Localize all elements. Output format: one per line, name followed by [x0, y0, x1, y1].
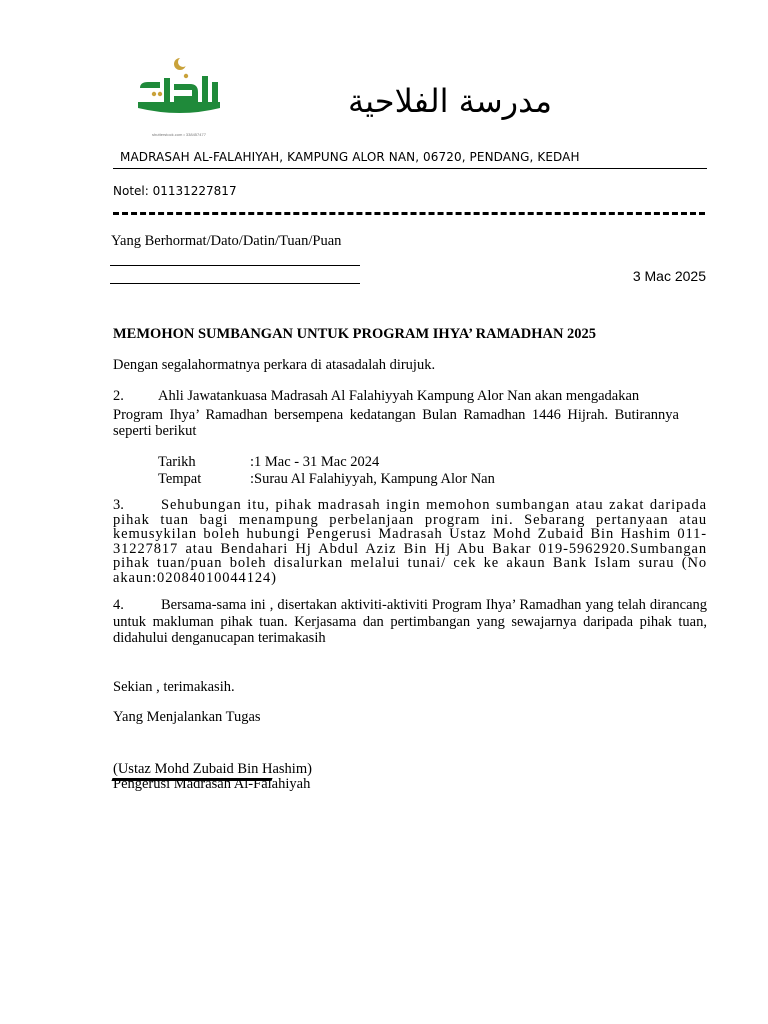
mosque-logo-icon: [120, 48, 238, 132]
sender-role-line: Yang Menjalankan Tugas: [113, 709, 261, 725]
paragraph-3: [113, 498, 707, 585]
logo-watermark-text: shutterstock.com • 338457477: [152, 132, 206, 137]
detail-value-date: :1 Mac - 31 Mac 2024: [250, 454, 380, 470]
school-address: MADRASAH AL-FALAHIYAH, KAMPUNG ALOR NAN, 06720, PENDANG, KEDAH: [120, 150, 580, 164]
recipient-blank-line-2: [110, 283, 360, 284]
salutation: Yang Berhormat/Dato/Datin/Tuan/Puan: [111, 233, 342, 249]
phone-number: Notel: 01131227817: [113, 184, 237, 198]
paragraph-4: [113, 597, 707, 647]
header-divider: [113, 168, 707, 169]
paragraph-2-number: 2.: [113, 388, 124, 404]
signatory-title: Pengerusi Madrasah Al-Falahiyah: [113, 776, 311, 792]
detail-value-place: :Surau Al Falahiyyah, Kampung Alor Nan: [250, 471, 495, 487]
detail-label-place: Tempat: [158, 471, 202, 487]
paragraph-2-continuation: Program Ihya’ Ramadhan bersempena kedatangan Bulan Ramadhan 1446 Hijrah. Butirannya seperti berikut: [113, 407, 679, 439]
paragraph-4-text: Bersama-sama ini , disertakan aktiviti-aktiviti Program Ihya’ Ramadhan yang telah dirancang untuk makluman pihak tuan. Kerjasama dan pertimbangan yang sewajarnya daripada pihak tuan, didahului denganucapan terimakasih: [113, 597, 707, 646]
letter-subject: MEMOHON SUMBANGAN UNTUK PROGRAM IHYA’ RAMADHAN 2025: [113, 326, 597, 342]
signatory-name: (Ustaz Mohd Zubaid Bin Hashim): [113, 761, 312, 777]
paragraph-3-number: 3.: [113, 497, 124, 513]
paragraph-4-number: 4.: [113, 597, 124, 613]
closing-line: Sekian , terimakasih.: [113, 679, 235, 695]
arabic-school-name: مدرسة الفلاحية: [347, 82, 553, 120]
paragraph-3-text: Sehubungan itu, pihak madrasah ingin memohon sumbangan atau zakat daripada pihak tuan bagi menampung perbelanjaan program ini. Sebarang pertanyaan atau kemusykilan boleh hubungi Pengerusi Madrasah Ustaz Mohd Zubaid Bin Hashim 011-31227817 atau Bendahari Hj Abdul Aziz Bin Hj Abu Bakar 019-5962920.Sumbangan pihak tuan/puan boleh disalurkan melalui tunai/ cek ke akaun Bank Islam surau (No akaun:02084010044124): [113, 497, 707, 586]
madrasah-logo: [120, 48, 238, 144]
paragraph-2-first-line: [113, 388, 639, 405]
letter-date: 3 Mac 2025: [632, 268, 706, 284]
dashed-divider: [113, 212, 705, 215]
detail-label-date: Tarikh: [158, 454, 196, 470]
intro-paragraph: Dengan segalahormatnya perkara di atasadalah dirujuk.: [113, 357, 436, 373]
paragraph-2-line-1: Ahli Jawatankuasa Madrasah Al Falahiyyah Kampung Alor Nan akan mengadakan: [158, 388, 640, 404]
recipient-blank-line-1: [110, 265, 360, 266]
